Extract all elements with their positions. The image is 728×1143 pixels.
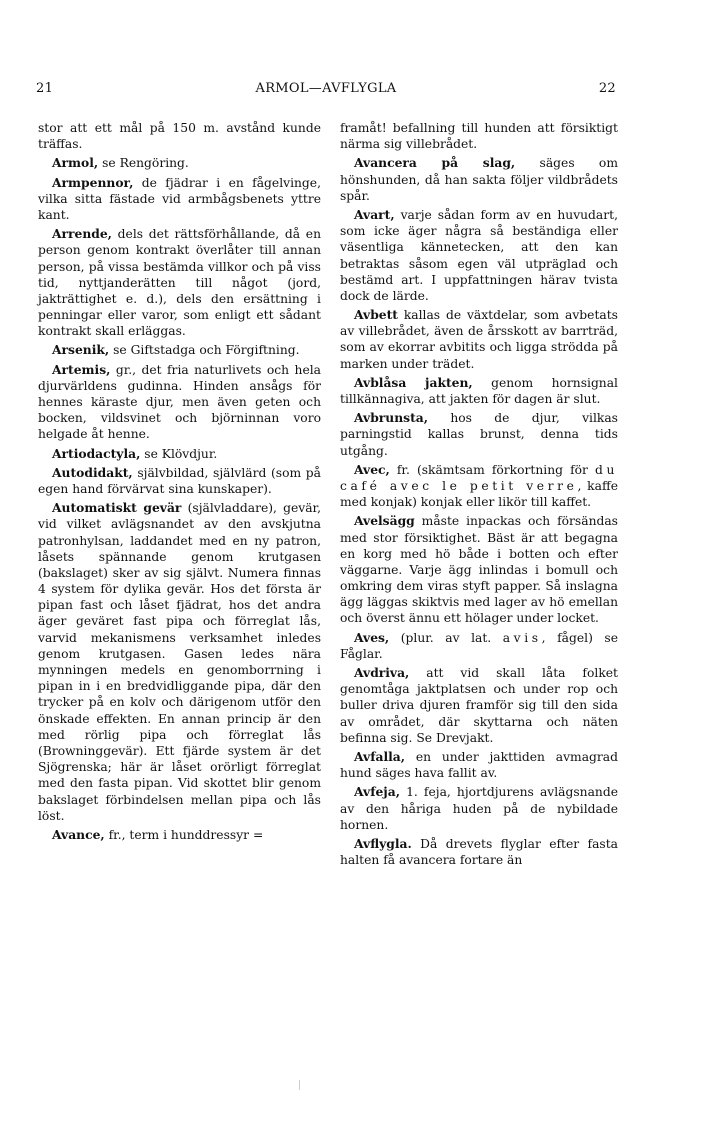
entry-text: se Klövdjur. [140, 446, 218, 461]
entry-headword: Artemis, [52, 361, 111, 377]
dictionary-entry [38, 446, 321, 462]
entry-headword: Arrende, [52, 226, 112, 242]
dictionary-entry [340, 784, 618, 833]
entry-text: varje sådan form av en huvudart, som icke äger några så beständiga eller väsentliga kännetecken, att den kan betraktas såsom egen väl utpräglad och bestämd art. I uppfattningen härav tvista dock de lärde. [340, 207, 618, 303]
entry-headword: Arsenik, [52, 342, 110, 358]
dictionary-entry [340, 836, 618, 868]
running-title: ARMOL—AVFLYGLA [255, 81, 397, 96]
dictionary-entry [38, 175, 321, 224]
dictionary-entry [340, 462, 618, 511]
entry-headword: Avflygla. [354, 835, 412, 851]
entry-headword: Avfalla, [354, 748, 406, 764]
entry-text: måste inpackas och försändas med stor försiktighet. Bäst är att begagna en korg med hö både i botten och efter väggarne. Varje ägg inlindas i bomull och omkring dem viras styft papper. Så inslagna ägg läggas skiktvis med lager av hö emellan och överst ännu ett hölager under locket. [340, 514, 618, 626]
entry-headword: Avec, [354, 461, 390, 477]
entry-text: säges om hönshunden, då han sakta följer vildbrådets spår. [340, 156, 618, 203]
entry-text-after: , fågel) se Fåglar. [340, 630, 618, 661]
dictionary-entry [340, 307, 618, 372]
dictionary-entry [38, 362, 321, 443]
right-column [340, 120, 618, 871]
entry-headword: Avance, [52, 826, 105, 842]
entry-headword: Avblåsa jakten, [354, 374, 473, 390]
dictionary-entry [340, 630, 618, 662]
entry-headword: Avbrunsta, [354, 410, 428, 426]
dictionary-entry [340, 665, 618, 746]
entry-text: stor att ett mål på 150 m. avstånd kunde träffas. [38, 121, 321, 152]
entry-text: självbildad, självlärd (som på egen hand förvärvat sina kunskaper). [38, 465, 321, 496]
entry-headword: Avart, [354, 206, 395, 222]
entry-headword: Aves, [354, 629, 390, 645]
entry-text: (plur. av lat. [389, 630, 503, 645]
entry-text: (självladdare), gevär, vid vilket avlägsnandet av den avskjutna patronhylsan, laddandet med en ny patron, låsets spännande genom krutgasen (bakslaget) sker av sig självt. Numera finnas 4 system för dylika gevär. Hos det första är pipan fast och låset fjädrat, hos det andra äger geväret fast pipa och förreglat lås, varvid mekanismens verksamhet inledes genom krutgasen. Gasen ledes nära mynningen medels en genomborrning i pipan in i en bredvidliggande pipa, där den trycker på en kolv och därigenom utför den önskade effekten. En annan princip är den med rörlig pipa och förreglat lås (Browninggevär). Ett fjärde system är det Sjögrenska; här är låset orörligt förreglat med den fasta pipan. Vid skottet blir genom bakslaget förbindelsen mellan pipa och lås löst. [38, 501, 321, 823]
entry-text: se Giftstadga och Förgiftning. [109, 343, 300, 358]
entry-text: en under jakttiden avmagrad hund säges hava fallit av. [340, 749, 618, 781]
dictionary-entry [340, 120, 618, 152]
dictionary-entry [38, 155, 321, 171]
spaced-text: avis [502, 630, 542, 645]
entry-text: fr., term i hunddressyr = [104, 827, 264, 842]
entry-text: de fjädrar i en fågelvinge, vilka sitta fästade vid armbågsbenets yttre kant. [38, 175, 321, 222]
entry-headword: Artiodactyla, [52, 445, 141, 461]
entry-headword: Armol, [52, 155, 99, 171]
entry-text: Då drevets flyglar efter fasta halten få avancera fortare än [340, 836, 618, 868]
entry-headword: Avancera på slag, [354, 155, 516, 171]
dictionary-entry [38, 226, 321, 339]
entry-headword: Avelsägg [354, 513, 415, 529]
right-page-number: 22 [598, 81, 616, 96]
entry-headword: Avbett [354, 307, 398, 323]
dictionary-entry [340, 207, 618, 304]
dictionary-entry [38, 500, 321, 824]
entry-headword: Autodidakt, [52, 464, 133, 480]
entry-text: 1. feja, hjortdjurens avlägsnande av den håriga huden på de nybildade hornen. [340, 785, 618, 832]
entry-headword: Automatiskt gevär [52, 500, 182, 516]
entry-headword: Avfeja, [354, 784, 400, 800]
running-header [36, 81, 616, 101]
entry-text: att vid skall låta folket genomtåga jaktplatsen och under rop och buller driva djuren framför sig till den sida av området, där skyttarna och näten befinna sig. Se Drevjakt. [340, 666, 618, 745]
entry-text-after: , kaffe med konjak) konjak eller likör till kaffet. [340, 478, 618, 510]
entry-headword: Avdriva, [354, 665, 410, 680]
left-column [38, 120, 321, 846]
entry-text: fr. (skämtsam förkortning för [389, 462, 595, 477]
entry-headword: Armpennor, [52, 174, 134, 190]
dictionary-entry [340, 155, 618, 204]
dictionary-entry [340, 375, 618, 407]
dictionary-entry [38, 465, 321, 497]
dictionary-entry [340, 513, 618, 626]
entry-text: framåt! befallning till hunden att försiktigt närma sig villebrådet. [340, 121, 618, 152]
entry-text: hos de djur, vilkas parningstid kallas brunst, denna tids utgång. [340, 411, 618, 458]
entry-text: dels det rättsförhållande, då en person genom kontrakt överlåter till annan person, på vissa bestämda villkor och på viss tid, nyttjanderätten till något (jord, jakträttighet e. d.), dels den ersättning i penningar eller varor, som enligt ett sådant kontrakt skall erläggas. [38, 227, 321, 339]
scan-mark [299, 1080, 300, 1090]
entry-text: kallas de växtdelar, som avbetats av villebrådet, även de årsskott av barrträd, som av ekorrar avbitits och ligga strödda på marken under trädet. [340, 308, 618, 371]
spaced-text: du café avec le petit verre [340, 462, 618, 493]
entry-text: genom hornsignal tillkännagiva, att jakten för dagen är slut. [340, 375, 618, 406]
left-page-number: 21 [36, 81, 54, 96]
dictionary-entry [38, 120, 321, 152]
dictionary-entry [38, 827, 321, 843]
dictionary-entry [38, 342, 321, 358]
dictionary-entry [340, 410, 618, 459]
entry-text: se Rengöring. [98, 156, 189, 171]
dictionary-entry [340, 749, 618, 781]
entry-text: gr., det fria naturlivets och hela djurvärldens gudinna. Hinden ansågs för hennes käraste djur, men även geten och bocken, vildsvinet och björninnan voro helgade åt henne. [38, 362, 321, 442]
